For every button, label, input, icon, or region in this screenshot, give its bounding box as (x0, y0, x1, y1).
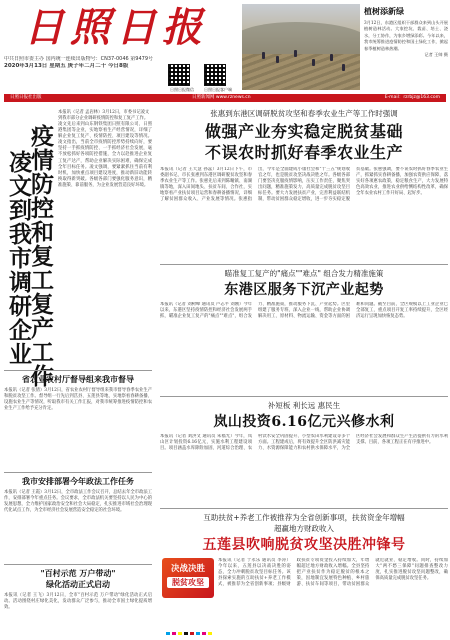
story4-body-wrap (160, 558, 448, 638)
person-figure (330, 54, 333, 61)
badge-line2: 脱贫攻坚 (167, 577, 209, 588)
story2-body: 本报讯（记者 刘树峰 通讯员 卢志平 刘刚）今年以来，东港区坚持疫情防控和经济社会发展两手抓，瞄准企业复工复产的"痛点""难点"，组合发力、精准施策，推动服务下沉、产业起势。区里组建了服务专班，深入企业一线，帮助企业协调解决用工、原材料、物流运输、资金等方面的困难和问题。截至目前，全区规模以上工业企业已全部复工，重点项目开复工率持续提升，全区经济运行呈现加快恢复态势。 (160, 302, 448, 320)
color-swatch (208, 632, 212, 635)
lead-story-body (58, 110, 152, 360)
story-lanshan (160, 396, 448, 508)
email-link[interactable]: E-mail：rzrbjz@163.com (384, 95, 440, 100)
photo-caption-box (364, 4, 448, 90)
top-story-body: 本报讯（记者 王天慧 孙蕊）3月12日下午，市委副书记、市长张惠到东港区调研脱贫攻坚和春季农业生产等工作。张惠先后来到陈疃镇、南湖镇等地，深入田间地头、扶贫车间、合作社，实地察看产业扶贫项目运营和春耕备播情况，详细了解贫困群众收入、产业发展等情况。张惠指出，今年是全面建成小康社会和"十三五"规划收官之年，也是脱贫攻坚决战决胜之年。各级各部门要坚决克服疫情影响，压实工作责任，聚焦突出问题，精准施策发力，高质量完成脱贫攻坚目标任务。要大力发展扶贫产业，完善利益联结机制，带动贫困群众稳定增收，进一步夯实稳定脱贫基础。张惠强调，要不误农时抓好春季农业生产，抓紧抓实春耕备播，加强农资供应保障，落实好各项惠农政策，稳定粮食生产，大力发展特色高效农业，推进农业供给侧结构性改革，确保全年农业农村工作开好局、起好步。 (160, 167, 448, 203)
person-figure (342, 64, 345, 71)
main-column (160, 104, 448, 636)
article-title[interactable]: 我市安排部署今年政法工作任务 (22, 476, 134, 486)
left-column (4, 106, 152, 636)
lead-headline-line1[interactable]: 疫情防控和复工复产工作 (27, 124, 54, 388)
photo-credit: 记者 王帅 摄 (424, 52, 448, 58)
issue-date: 2020年3月13日 星期五 庚子年二月二十 今日8版 (4, 63, 129, 69)
publication-info: 中共日照市委主办 国内统一连续出版物号：CN37-0046 第9479号 (4, 56, 154, 62)
info-bar (4, 94, 446, 102)
badge-line1: 决战决胜 (170, 564, 205, 574)
story-wulian (160, 508, 448, 638)
photo-caption: 3月12日，东港区组织干部群众来到山头开展植树造林活动。大家挖坑、栽苗、培土、浇水，分工协作，为家乡增绿添彩。今年以来，我市统筹推进疫情防控和国土绿化工作，掀起春季植树造林热潮。 (364, 20, 448, 51)
color-swatch (172, 632, 176, 635)
divider (160, 264, 448, 265)
top-story-headline-2[interactable]: 不误农时抓好春季农业生产 (204, 143, 403, 162)
person-figure (262, 52, 265, 59)
qr-codes (164, 64, 242, 94)
divider (4, 564, 152, 565)
divider (4, 370, 152, 371)
person-figure (312, 59, 315, 66)
person-figure (276, 56, 279, 63)
color-registration-bar (166, 632, 214, 640)
story-dongang (160, 264, 448, 394)
qr-label-left: 日照日报微信 (170, 87, 194, 92)
wechat-qr-icon (168, 64, 190, 86)
story3-subhead: 补短板 利长远 惠民生 (267, 401, 341, 410)
left-article-1 (4, 370, 152, 412)
story2-headline[interactable]: 东港区服务下沉产业起势 (224, 282, 384, 298)
divider (160, 508, 448, 509)
lead-body-text: 凌文先后来到山东钢铁集团日照有限公司、日照港集团等企业，实地察看生产经营情况，详细了解企业复工复产、疫情防控、项目建设等情况。凌文指出，当前全市疫情防控形势持续向好，要坚持一手抓疫情防控、一手抓经济社会发展，毫不放松抓好各项防控措施，全力以赴推进企业复工复产达产，帮助企业解决实际困难，确保完成全年目标任务。凌文强调，要紧紧抓住当前有利时机，加快重点项目建设进度，推动新旧动能转换取得新突破。各级各部门要强化服务意识，精准施策、靠前服务，为企业发展营造良好环境。 (58, 122, 152, 188)
top-story-headline-1[interactable]: 做强产业夯实稳定脱贫基础 (204, 122, 403, 141)
qr-label-right: 日照日报客户端 (204, 87, 232, 92)
campaign-badge (162, 558, 214, 598)
left-article-2 (4, 472, 152, 514)
article-body: 本报讯（记者 王霞）3月12日，全市政法工作会议召开，总结去年全市政法工作，安排部署今年重点任务。会议要求，全市政法机关要坚持以人民为中心的发展思想，全力维护国家政治安全和社会大局稳定，扎实推进市域社会治理现代化试点工作，为全市经济社会发展营造安全稳定的社会环境。 (4, 490, 152, 514)
article-body: 本报讯（记者 王飞）3月12日，全市"百村示范 万户带动"绿化活动正式启动。活动围绕村庄绿化美化，发动群众广泛参与，推动全市国土绿化提质增效。 (4, 593, 152, 611)
publisher-label: 日照日报社出版 (10, 95, 42, 100)
website-link[interactable]: 日照新闻网 www.rznews.cn (192, 95, 251, 100)
story4-headline[interactable]: 五莲县吹响脱贫攻坚决胜冲锋号 (202, 537, 406, 553)
tree-planting-photo (242, 4, 360, 90)
lead-headline-line2[interactable]: 凌文到我市调研企业 (5, 150, 32, 366)
color-swatch (190, 632, 194, 635)
photo-title: 植树添新绿 (364, 7, 404, 16)
color-swatch (184, 632, 188, 635)
color-swatch (178, 632, 182, 635)
newspaper-logo: 日照日报 (24, 4, 208, 51)
masthead (4, 4, 240, 92)
person-figure (294, 50, 297, 57)
color-swatch (202, 632, 206, 635)
top-story (160, 108, 448, 251)
story3-body: 本报讯（记者 刘洪文 通讯员 朱福光）今年，岚山区计划投资6.16亿元，实施水利工程建设项目。项目涵盖水库除险加固、河道综合治理、农村饮水安全巩固提升、小型农田水利建设等多个方面。工程建成后，将有效提升全区防洪减灾能力、水资源保障能力和农村供水保障水平，为全区经济社会发展和群众生产生活提供有力的水利支撑。目前，各项工程正在有序推进中。 (160, 434, 448, 452)
color-swatch (196, 632, 200, 635)
story2-subhead: 瞄准复工复产的"痛点""难点" 组合发力精准施策 (224, 269, 384, 278)
top-story-subhead: 张惠到东港区调研脱贫攻坚和春季农业生产等工作时强调 (210, 109, 398, 118)
article-body: 本报讯（记者 张倩）3月12日，省农业农村厅督导组来我市督导春季农业生产和脱贫攻坚工作。督导组一行先后到莒县、五莲县等地，实地察看春耕备播、设施农业生产等情况，听取我市有关工作汇报，对我市统筹推进疫情防控和农业生产工作给予充分肯定。 (4, 388, 152, 412)
app-qr-icon (204, 64, 226, 86)
color-swatch (166, 632, 170, 635)
left-article-3 (4, 564, 152, 611)
story4-body: 本报讯（记者 于永乐 通讯员 李涛）今年以来，五莲县以决战决胜的姿态，全力冲刺脱贫攻坚目标任务。该县探索实施的互助扶贫+养老工作模式，被推荐为全省创新事项；县级财政扶贫专项资金投入持续加大，年增幅超过地方财政收入增幅。全县坚持把产业扶贫作为稳定脱贫的根本之策，因地制宜发展特色种植、乡村旅游、扶贫车间等项目，带动贫困群众就近就业、稳定增收。同时，持续加大"两不愁三保障"问题排查整改力度，扎实推进脱贫攻坚问题整改，确保高质量完成脱贫攻坚任务。 (218, 558, 448, 588)
story4-subhead-1: 互助扶贫+养老工作被推荐为全省创新事项，扶贫资金年增幅 (203, 513, 405, 522)
story4-subhead-2: 超赢地方财政收入 (274, 524, 334, 533)
article-title[interactable]: "百村示范 万户带动" 绿化活动正式启动 (40, 568, 116, 589)
divider (4, 472, 152, 473)
story3-headline[interactable]: 岚山投资6.16亿元兴修水利 (213, 414, 395, 430)
article-title[interactable]: 省农业农村厅督导组来我市督导 (22, 374, 134, 384)
divider (160, 396, 448, 397)
lead-byline: 本报讯（记者 孟岩林）3月12日，市委书记凌文到我市部分企业调研疫情防控和复工复产工作。 (58, 110, 150, 121)
